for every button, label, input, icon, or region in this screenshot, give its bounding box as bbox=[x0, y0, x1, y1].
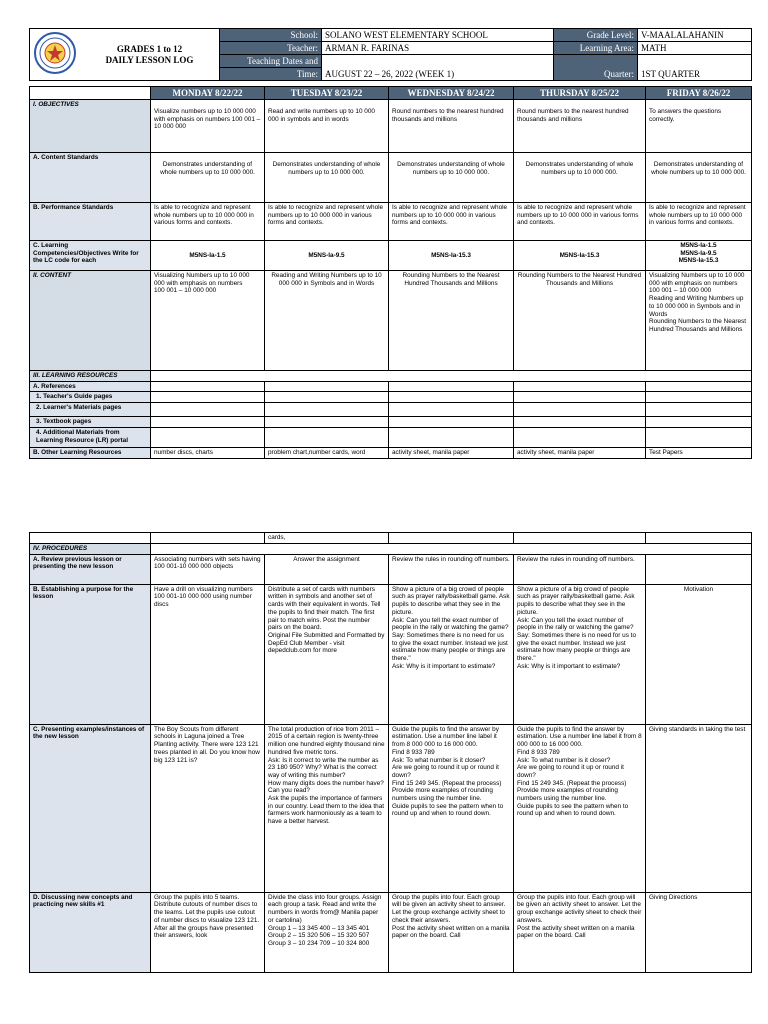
row-label: A. Content Standards bbox=[30, 153, 151, 203]
cell: Visualize numbers up to 10 000 000 with emphasis on numbers 100 001 – 10 000 000 bbox=[151, 100, 265, 153]
cell: Demonstrates understanding of whole numbers up to 10 000 000. bbox=[646, 153, 752, 203]
cell bbox=[514, 533, 646, 544]
cell: Rounding Numbers to the Nearest Hundred Thousands and Millions bbox=[389, 271, 514, 371]
deped-seal bbox=[30, 31, 80, 78]
row-label: III. LEARNING RESOURCES bbox=[30, 371, 151, 382]
cell: Have a drill on visualizing numbers 100 001-10 000 000 using number discs bbox=[151, 584, 265, 724]
dates-label-line2: Time: bbox=[220, 68, 322, 81]
cell: M5NS-Ia-1.5 bbox=[151, 241, 265, 271]
cell: Reading and Writing Numbers up to 10 000 000 in Symbols and in Words bbox=[265, 271, 389, 371]
row-label: A. Review previous lesson or presenting the new lesson bbox=[30, 554, 151, 584]
row-references bbox=[30, 381, 752, 392]
cell bbox=[30, 533, 151, 544]
row-content bbox=[30, 271, 752, 371]
header-logo-cell bbox=[30, 29, 220, 81]
row-label: C. Presenting examples/instances of the new lesson bbox=[30, 724, 151, 892]
header-title-line2: DAILY LESSON LOG bbox=[105, 54, 194, 65]
cell bbox=[151, 417, 265, 428]
cell: cards, bbox=[265, 533, 389, 544]
cell bbox=[646, 533, 752, 544]
row-label: 2. Learner's Materials pages bbox=[30, 403, 151, 417]
cell: Guide the pupils to find the answer by estimation. Use a number line label it from 8 000 000 to 16 000 000. Find 8 933 789 Ask: To what number is it closer? Are we going to round it up or round it down? Find 15 249 345. (Repeat the process) Provide more examples of rounding numbers using the number line. Guide pupils to see the pattern when to round up and when to round down. bbox=[514, 724, 646, 892]
cell: number discs, charts bbox=[151, 448, 265, 459]
row-label: A. References bbox=[30, 381, 151, 392]
row-label: D. Discussing new concepts and practicing new skills #1 bbox=[30, 892, 151, 972]
cell bbox=[514, 417, 646, 428]
row-performance-standards bbox=[30, 203, 752, 241]
cell: Read and write numbers up to 10 000 000 in symbols and in words bbox=[265, 100, 389, 153]
cell bbox=[265, 417, 389, 428]
cell: Motivation bbox=[646, 584, 752, 724]
cell: Visualizing Numbers up to 10 000 000 with emphasis on numbers 100 001 – 10 000 000 Reading and Writing Numbers up to 10 000 000 in Symbols and in Words Rounding Numbers to the Nearest Hundred Thousands and Millions bbox=[646, 271, 752, 371]
day-header-monday: MONDAY 8/22/22 bbox=[151, 87, 265, 100]
row-textbook bbox=[30, 417, 752, 428]
cell bbox=[646, 381, 752, 392]
cell bbox=[514, 381, 646, 392]
day-header-wednesday: WEDNESDAY 8/24/22 bbox=[389, 87, 514, 100]
lesson-log-table-page1 bbox=[29, 86, 752, 459]
row-label: C. Learning Competencies/Objectives Write for the LC code for each bbox=[30, 241, 151, 271]
grade-value: V-MAALALAHANIN bbox=[638, 29, 752, 42]
cell: Group the pupils into 5 teams. Distribute cutouts of number discs to the teams. Let the pupils use cutout of number discs to visualize 123 121. After all the groups have presented their answers, look bbox=[151, 892, 265, 972]
row-lm bbox=[30, 403, 752, 417]
cell: Rounding Numbers to the Nearest Hundred Thousands and Millions bbox=[514, 271, 646, 371]
cell: Is able to recognize and represent whole numbers up to 10 000 000 in various forms and contexts. bbox=[151, 203, 265, 241]
cell bbox=[389, 392, 514, 403]
cell: Associating numbers with sets having 100 001-10 000 000 objects bbox=[151, 554, 265, 584]
cell: Round numbers to the nearest hundred thousands and millions bbox=[389, 100, 514, 153]
cell: Group the pupils into four. Each group will be given an activity sheet to answer. Let the group exchange activity sheet to check their answers. Post the activity sheet written on a manila paper on the board. Call bbox=[389, 892, 514, 972]
row-objectives bbox=[30, 100, 752, 153]
teacher-value: ARMAN R. FARINAS bbox=[322, 42, 554, 55]
row-label: IV. PROCEDURES bbox=[30, 543, 151, 554]
row-resources bbox=[30, 371, 752, 382]
row-label: I. OBJECTIVES bbox=[30, 100, 151, 153]
cell: Giving Directions bbox=[646, 892, 752, 972]
row-review bbox=[30, 554, 752, 584]
area-label: Learning Area: bbox=[554, 42, 638, 55]
cell bbox=[646, 428, 752, 448]
cell bbox=[389, 381, 514, 392]
cell: Demonstrates understanding of whole numbers up to 10 000 000. bbox=[151, 153, 265, 203]
cell bbox=[265, 381, 389, 392]
cell: Test Papers bbox=[646, 448, 752, 459]
cell bbox=[265, 403, 389, 417]
cell bbox=[389, 428, 514, 448]
cell: Round numbers to the nearest hundred thousands and millions bbox=[514, 100, 646, 153]
cell: Demonstrates understanding of whole numbers up to 10 000 000. bbox=[389, 153, 514, 203]
cell: Divide the class into four groups. Assign each group a task. Read and write the numbers in words from@ Manila paper or cartolina) Group 1 – 13 345 400 – 13 345 401 Group 2 – 15 320 506 – 15 320 507 Group 3 – 10 234 709 – 10 324 800 bbox=[265, 892, 389, 972]
cell bbox=[151, 381, 265, 392]
deped-seal-icon bbox=[33, 31, 77, 75]
cell: problem chart,number cards, word bbox=[265, 448, 389, 459]
cell bbox=[646, 403, 752, 417]
row-discussing bbox=[30, 892, 752, 972]
corner-cell bbox=[30, 87, 151, 100]
day-header-thursday: THURSDAY 8/25/22 bbox=[514, 87, 646, 100]
cell: Demonstrates understanding of whole numbers up to 10 000 000. bbox=[514, 153, 646, 203]
cell: Group the pupils into four. Each group will be given an activity sheet to answer. Let the group exchange activity sheet to check their answers. Post the activity sheet written on a manila paper on the board. Call bbox=[514, 892, 646, 972]
row-continuation bbox=[30, 533, 752, 544]
cell bbox=[389, 403, 514, 417]
cell: Answer the assignment bbox=[265, 554, 389, 584]
cell bbox=[151, 533, 265, 544]
cell bbox=[389, 533, 514, 544]
cell: Review the rules in rounding off numbers. bbox=[514, 554, 646, 584]
quarter-value: 1ST QUARTER bbox=[638, 55, 752, 81]
row-label: 1. Teacher's Guide pages bbox=[30, 392, 151, 403]
row-label: II. CONTENT bbox=[30, 271, 151, 371]
cell: M5NS-Ia-15.3 bbox=[389, 241, 514, 271]
cell bbox=[514, 428, 646, 448]
cell: Giving standards in taking the test bbox=[646, 724, 752, 892]
cell bbox=[265, 428, 389, 448]
row-label: B. Other Learning Resources bbox=[30, 448, 151, 459]
school-value: SOLANO WEST ELEMENTARY SCHOOL bbox=[322, 29, 554, 42]
cell: Review the rules in rounding off numbers. bbox=[389, 554, 514, 584]
day-header-friday: FRIDAY 8/26/22 bbox=[646, 87, 752, 100]
row-purpose bbox=[30, 584, 752, 724]
cell: M5NS-Ia-15.3 bbox=[514, 241, 646, 271]
cell: Is able to recognize and represent whole numbers up to 10 000 000 in various forms and contexts. bbox=[646, 203, 752, 241]
header-title-line1: GRADES 1 to 12 bbox=[116, 43, 183, 54]
lesson-log-table-page2 bbox=[29, 532, 752, 973]
quarter-label: Quarter: bbox=[554, 55, 638, 81]
cell: M5NS-Ia-9.5 bbox=[265, 241, 389, 271]
cell: activity sheet, manila paper bbox=[514, 448, 646, 459]
school-label: School: bbox=[220, 29, 322, 42]
row-tg bbox=[30, 392, 752, 403]
cell bbox=[151, 392, 265, 403]
grade-label: Grade Level: bbox=[554, 29, 638, 42]
dates-value: AUGUST 22 – 26, 2022 (WEEK 1) bbox=[322, 55, 554, 81]
row-label: B. Establishing a purpose for the lesson bbox=[30, 584, 151, 724]
row-presenting bbox=[30, 724, 752, 892]
cell bbox=[646, 554, 752, 584]
row-competencies bbox=[30, 241, 752, 271]
cell: Is able to recognize and represent whole numbers up to 10 000 000 in various forms and contexts. bbox=[514, 203, 646, 241]
cell: Show a picture of a big crowd of people such as prayer rally/basketball game. Ask pupils to describe what they see in the picture. Ask: Can you tell the exact number of people in the rally or watching the game? Say: Sometimes there is no need for us to give the exact number. Instead we just estimate how many people or things are there." Ask: Why is it important to estimate? bbox=[389, 584, 514, 724]
cell bbox=[151, 543, 752, 554]
cell: M5NS-Ia-1.5 M5NS-Ia-9.5 M5NS-Ia-15.3 bbox=[646, 241, 752, 271]
header-table bbox=[29, 28, 752, 81]
dates-label-line1: Teaching Dates and bbox=[220, 55, 322, 68]
row-additional bbox=[30, 428, 752, 448]
row-other-resources bbox=[30, 448, 752, 459]
row-label: 3. Textbook pages bbox=[30, 417, 151, 428]
cell bbox=[151, 403, 265, 417]
area-value: MATH bbox=[638, 42, 752, 55]
cell bbox=[514, 403, 646, 417]
cell: Show a picture of a big crowd of people such as prayer rally/basketball game. Ask pupils to describe what they see in the picture. Ask: Can you tell the exact number of people in the rally or watching the game? Say: Sometimes there is no need for us to give the exact number. Instead we just estimate how many people or things are there." Ask: Why is it important to estimate? bbox=[514, 584, 646, 724]
cell: To answers the questions correctly. bbox=[646, 100, 752, 153]
day-header-tuesday: TUESDAY 8/23/22 bbox=[265, 87, 389, 100]
cell: activity sheet, manila paper bbox=[389, 448, 514, 459]
cell bbox=[151, 371, 752, 382]
cell: The total production of rice from 2011 – 2015 of a certain region is twenty-three million one hundred eighty thousand nine hundred five metric tons. Ask: Is it correct to write the number as 23 180 950? Why? What is the correct way of writing this number? How many digits does the number have? Can you read? Ask the pupils the importance of farmers in our country. Lead them to the idea that farmers work harmoniously as a team to have a better harvest. bbox=[265, 724, 389, 892]
cell bbox=[514, 392, 646, 403]
cell bbox=[265, 392, 389, 403]
cell: Distribute a set of cards with numbers written in symbols and another set of cards with their equivalent in words. Tell the pupils to find their match. The first pair to match wins. Post the number pairs on the board. Original File Submitted and Formatted by DepEd Club Member - visit depedclub.com for more bbox=[265, 584, 389, 724]
cell: Guide the pupils to find the answer by estimation. Use a number line label it from 8 000 000 to 16 000 000. Find 8 933 789 Ask: To what number is it closer? Are we going to round it up or round it down? Find 15 249 345. (Repeat the process) Provide more examples of rounding numbers using the number line. Guide pupils to see the pattern when to round up and when to round down. bbox=[389, 724, 514, 892]
cell bbox=[389, 417, 514, 428]
row-label: 4. Additional Materials from Learning Resource (LR) portal bbox=[30, 428, 151, 448]
row-content-standards bbox=[30, 153, 752, 203]
cell: Is able to recognize and represent whole numbers up to 10 000 000 in various forms and contexts. bbox=[389, 203, 514, 241]
cell bbox=[646, 392, 752, 403]
cell: Is able to recognize and represent whole numbers up to 10 000 000 in various forms and contexts. bbox=[265, 203, 389, 241]
row-procedures bbox=[30, 543, 752, 554]
cell: The Boy Scouts from different schools in Laguna joined a Tree Planting activity. There were 123 121 trees planted in all. Do you know how big 123 121 is? bbox=[151, 724, 265, 892]
cell bbox=[151, 428, 265, 448]
row-label: B. Performance Standards bbox=[30, 203, 151, 241]
cell: Demonstrates understanding of whole numbers up to 10 000 000. bbox=[265, 153, 389, 203]
teacher-label: Teacher: bbox=[220, 42, 322, 55]
cell bbox=[646, 417, 752, 428]
cell: Visualizing Numbers up to 10 000 000 with emphasis on numbers 100 001 – 10 000 000 bbox=[151, 271, 265, 371]
